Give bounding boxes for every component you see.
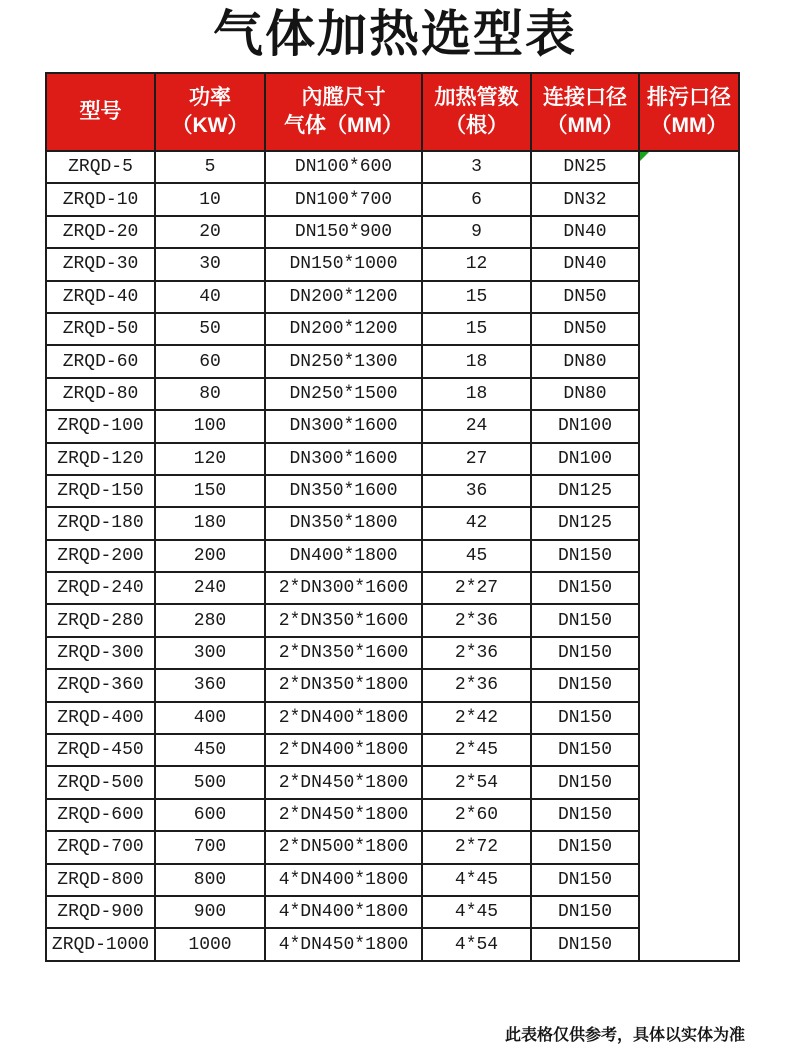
table-row <box>46 281 739 313</box>
col-header-connection-line2: （MM） <box>546 114 624 137</box>
table-row <box>46 540 739 572</box>
tube-count-cell: 27 <box>422 443 531 475</box>
connection-size-cell: DN125 <box>531 507 639 539</box>
model-cell: ZRQD-280 <box>46 604 155 636</box>
connection-size-cell: DN100 <box>531 410 639 442</box>
table-row <box>46 637 739 669</box>
table-row <box>46 928 739 960</box>
power-cell: 100 <box>155 410 265 442</box>
connection-size-cell: DN50 <box>531 281 639 313</box>
drain-column-merged-cell <box>639 151 739 961</box>
table-row <box>46 766 739 798</box>
connection-size-cell: DN40 <box>531 216 639 248</box>
power-cell: 900 <box>155 896 265 928</box>
chamber-size-cell: 2*DN300*1600 <box>265 572 422 604</box>
tube-count-cell: 3 <box>422 151 531 183</box>
power-cell: 60 <box>155 345 265 377</box>
table-row <box>46 572 739 604</box>
connection-size-cell: DN80 <box>531 345 639 377</box>
tube-count-cell: 15 <box>422 313 531 345</box>
col-header-tube-line1: 加热管数 <box>434 85 519 109</box>
connection-size-cell: DN32 <box>531 183 639 215</box>
excel-error-indicator-icon <box>640 152 649 161</box>
table-row <box>46 669 739 701</box>
model-cell: ZRQD-500 <box>46 766 155 798</box>
model-cell: ZRQD-1000 <box>46 928 155 960</box>
table-row <box>46 345 739 377</box>
connection-size-cell: DN40 <box>531 248 639 280</box>
table-row <box>46 831 739 863</box>
power-cell: 300 <box>155 637 265 669</box>
tube-count-cell: 4*54 <box>422 928 531 960</box>
table-row <box>46 443 739 475</box>
power-cell: 5 <box>155 151 265 183</box>
tube-count-cell: 18 <box>422 378 531 410</box>
chamber-size-cell: 2*DN450*1800 <box>265 766 422 798</box>
power-cell: 400 <box>155 702 265 734</box>
model-cell: ZRQD-80 <box>46 378 155 410</box>
connection-size-cell: DN150 <box>531 864 639 896</box>
tube-count-cell: 2*36 <box>422 637 531 669</box>
chamber-size-cell: DN100*700 <box>265 183 422 215</box>
tube-count-cell: 2*42 <box>422 702 531 734</box>
tube-count-cell: 6 <box>422 183 531 215</box>
power-cell: 1000 <box>155 928 265 960</box>
table-row <box>46 151 739 183</box>
chamber-size-cell: 2*DN350*1800 <box>265 669 422 701</box>
connection-size-cell: DN100 <box>531 443 639 475</box>
model-cell: ZRQD-700 <box>46 831 155 863</box>
col-header-drain-line2: （MM） <box>650 114 728 137</box>
tube-count-cell: 2*36 <box>422 604 531 636</box>
col-header-model-line1: 型号 <box>79 99 122 123</box>
tube-count-cell: 2*54 <box>422 766 531 798</box>
tube-count-cell: 18 <box>422 345 531 377</box>
connection-size-cell: DN150 <box>531 604 639 636</box>
tube-count-cell: 36 <box>422 475 531 507</box>
model-cell: ZRQD-120 <box>46 443 155 475</box>
model-cell: ZRQD-180 <box>46 507 155 539</box>
connection-size-cell: DN80 <box>531 378 639 410</box>
power-cell: 40 <box>155 281 265 313</box>
col-header-chamber-line1: 內膛尺寸 <box>301 85 386 109</box>
chamber-size-cell: DN350*1800 <box>265 507 422 539</box>
power-cell: 700 <box>155 831 265 863</box>
chamber-size-cell: 2*DN450*1800 <box>265 799 422 831</box>
power-cell: 80 <box>155 378 265 410</box>
chamber-size-cell: 2*DN350*1600 <box>265 604 422 636</box>
model-cell: ZRQD-900 <box>46 896 155 928</box>
tube-count-cell: 2*45 <box>422 734 531 766</box>
tube-count-cell: 2*36 <box>422 669 531 701</box>
tube-count-cell: 45 <box>422 540 531 572</box>
power-cell: 450 <box>155 734 265 766</box>
col-header-power-line2: （KW） <box>171 114 249 137</box>
power-cell: 20 <box>155 216 265 248</box>
col-header-tube-line2: （根） <box>445 114 508 137</box>
tube-count-cell: 12 <box>422 248 531 280</box>
table-row <box>46 864 739 896</box>
model-cell: ZRQD-400 <box>46 702 155 734</box>
chamber-size-cell: DN300*1600 <box>265 410 422 442</box>
power-cell: 200 <box>155 540 265 572</box>
model-cell: ZRQD-200 <box>46 540 155 572</box>
connection-size-cell: DN150 <box>531 669 639 701</box>
tube-count-cell: 24 <box>422 410 531 442</box>
power-cell: 30 <box>155 248 265 280</box>
model-cell: ZRQD-240 <box>46 572 155 604</box>
connection-size-cell: DN150 <box>531 702 639 734</box>
connection-size-cell: DN150 <box>531 540 639 572</box>
table-row <box>46 216 739 248</box>
power-cell: 10 <box>155 183 265 215</box>
table-row <box>46 378 739 410</box>
power-cell: 240 <box>155 572 265 604</box>
model-cell: ZRQD-360 <box>46 669 155 701</box>
gas-heater-selection-table <box>45 72 740 962</box>
col-header-drain-line1: 排污口径 <box>647 85 731 109</box>
connection-size-cell: DN150 <box>531 928 639 960</box>
header-row <box>46 73 739 151</box>
power-cell: 50 <box>155 313 265 345</box>
tube-count-cell: 9 <box>422 216 531 248</box>
col-header-tube-count <box>422 73 531 151</box>
tube-count-cell: 2*72 <box>422 831 531 863</box>
table-row <box>46 248 739 280</box>
footer-note: 此表格仅供参考，具体以实体为准 <box>504 1027 745 1044</box>
table-row <box>46 702 739 734</box>
model-cell: ZRQD-20 <box>46 216 155 248</box>
col-header-chamber-line2: 气体（MM） <box>284 114 403 137</box>
chamber-size-cell: DN100*600 <box>265 151 422 183</box>
model-cell: ZRQD-150 <box>46 475 155 507</box>
page-title: 气体加热选型表 <box>213 6 577 62</box>
col-header-connection-line1: 连接口径 <box>543 85 627 109</box>
tube-count-cell: 4*45 <box>422 864 531 896</box>
chamber-size-cell: DN250*1500 <box>265 378 422 410</box>
connection-size-cell: DN150 <box>531 896 639 928</box>
chamber-size-cell: DN150*900 <box>265 216 422 248</box>
model-cell: ZRQD-300 <box>46 637 155 669</box>
table-body <box>46 151 739 961</box>
table-row <box>46 183 739 215</box>
connection-size-cell: DN150 <box>531 572 639 604</box>
chamber-size-cell: 4*DN400*1800 <box>265 864 422 896</box>
power-cell: 500 <box>155 766 265 798</box>
chamber-size-cell: DN350*1600 <box>265 475 422 507</box>
chamber-size-cell: 2*DN400*1800 <box>265 702 422 734</box>
col-header-drain-size <box>639 73 739 151</box>
table-header <box>46 73 739 151</box>
connection-size-cell: DN50 <box>531 313 639 345</box>
power-cell: 800 <box>155 864 265 896</box>
connection-size-cell: DN150 <box>531 831 639 863</box>
table-row <box>46 313 739 345</box>
model-cell: ZRQD-600 <box>46 799 155 831</box>
power-cell: 180 <box>155 507 265 539</box>
table-row <box>46 410 739 442</box>
chamber-size-cell: DN400*1800 <box>265 540 422 572</box>
chamber-size-cell: DN200*1200 <box>265 281 422 313</box>
tube-count-cell: 42 <box>422 507 531 539</box>
connection-size-cell: DN150 <box>531 766 639 798</box>
model-cell: ZRQD-40 <box>46 281 155 313</box>
connection-size-cell: DN150 <box>531 734 639 766</box>
tube-count-cell: 2*27 <box>422 572 531 604</box>
connection-size-cell: DN125 <box>531 475 639 507</box>
table-row <box>46 604 739 636</box>
chamber-size-cell: 2*DN500*1800 <box>265 831 422 863</box>
chamber-size-cell: 4*DN400*1800 <box>265 896 422 928</box>
model-cell: ZRQD-50 <box>46 313 155 345</box>
table-row <box>46 475 739 507</box>
chamber-size-cell: 2*DN350*1600 <box>265 637 422 669</box>
col-header-power <box>155 73 265 151</box>
model-cell: ZRQD-30 <box>46 248 155 280</box>
power-cell: 150 <box>155 475 265 507</box>
model-cell: ZRQD-60 <box>46 345 155 377</box>
model-cell: ZRQD-10 <box>46 183 155 215</box>
table-row <box>46 896 739 928</box>
chamber-size-cell: 2*DN400*1800 <box>265 734 422 766</box>
power-cell: 280 <box>155 604 265 636</box>
col-header-power-line1: 功率 <box>189 85 231 109</box>
power-cell: 120 <box>155 443 265 475</box>
chamber-size-cell: DN300*1600 <box>265 443 422 475</box>
model-cell: ZRQD-450 <box>46 734 155 766</box>
power-cell: 600 <box>155 799 265 831</box>
chamber-size-cell: 4*DN450*1800 <box>265 928 422 960</box>
table-row <box>46 799 739 831</box>
table-row <box>46 507 739 539</box>
chamber-size-cell: DN200*1200 <box>265 313 422 345</box>
tube-count-cell: 2*60 <box>422 799 531 831</box>
connection-size-cell: DN150 <box>531 799 639 831</box>
chamber-size-cell: DN250*1300 <box>265 345 422 377</box>
connection-size-cell: DN25 <box>531 151 639 183</box>
col-header-connection-size <box>531 73 639 151</box>
chamber-size-cell: DN150*1000 <box>265 248 422 280</box>
col-header-chamber-size <box>265 73 422 151</box>
model-cell: ZRQD-5 <box>46 151 155 183</box>
table-row <box>46 734 739 766</box>
power-cell: 360 <box>155 669 265 701</box>
model-cell: ZRQD-100 <box>46 410 155 442</box>
model-cell: ZRQD-800 <box>46 864 155 896</box>
connection-size-cell: DN150 <box>531 637 639 669</box>
tube-count-cell: 4*45 <box>422 896 531 928</box>
tube-count-cell: 15 <box>422 281 531 313</box>
col-header-model <box>46 73 155 151</box>
